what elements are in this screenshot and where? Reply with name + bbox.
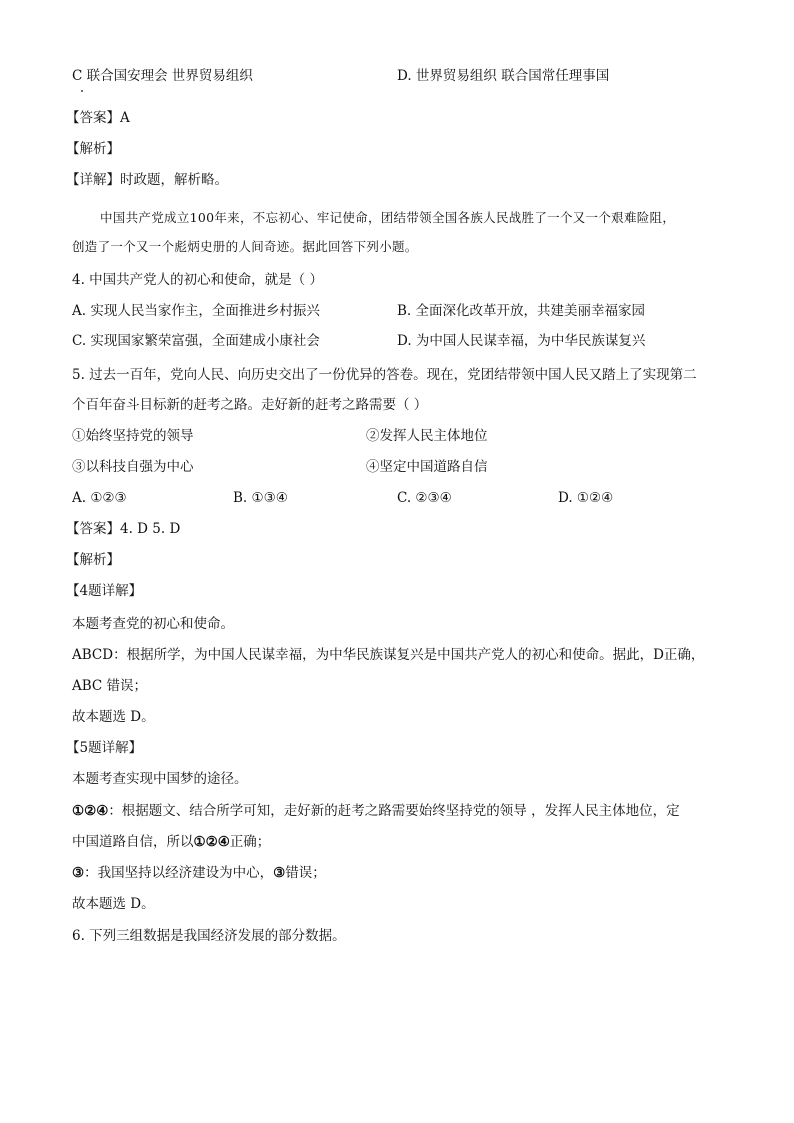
- q5-item-3: ③以科技自强为中心: [72, 459, 194, 475]
- q4-stem: 4. 中国共产党人的初心和使命，就是（ ）: [72, 272, 323, 288]
- q3-detail: 【详解】时政题，解析略。: [66, 172, 228, 188]
- q4-option-c: C. 实现国家繁荣富强，全面建成小康社会: [72, 333, 320, 349]
- q5-stem-line-1: 5. 过去一百年，党向人民、向历史交出了一份优异的答卷。现在，党团结带领中国人民又踏上了实现第二: [72, 367, 697, 383]
- q4-option-a: A. 实现人民当家作主，全面推进乡村振兴: [72, 303, 320, 319]
- q5-option-a: A. ①②③: [72, 490, 127, 506]
- q4-option-d: D. 为中国人民谋幸福，为中华民族谋复兴: [397, 333, 646, 349]
- q5-option-c: C. ②③④: [397, 490, 452, 506]
- q3-answer: 【答案】A: [66, 110, 130, 126]
- q5-detail-2: [72, 802, 680, 820]
- stray-dot: [81, 90, 83, 92]
- q4-option-b: B. 全面深化改革开放，共建美丽幸福家园: [397, 303, 646, 319]
- q5-detail-4: [72, 864, 326, 882]
- q45-answer: 【答案】4. D 5. D: [66, 521, 181, 537]
- q5-detail-3: [72, 833, 270, 851]
- q5-detail-3-post: 正确；: [229, 834, 271, 850]
- q4-detail-label: 【4题详解】: [66, 583, 143, 599]
- q5-detail-label: 【5题详解】: [66, 740, 143, 756]
- q4-detail-4: 故本题选 D。: [72, 709, 155, 725]
- q4-detail-3: ABC 错误；: [72, 678, 148, 694]
- q6-stem: 6. 下列三组数据是我国经济发展的部分数据。: [72, 928, 346, 944]
- q5-item-4: ④坚定中国道路自信: [366, 459, 488, 475]
- q5-option-b: B. ①③④: [233, 490, 288, 506]
- q5-detail-3-bold: ①②④: [193, 834, 230, 850]
- q3-analysis-label: 【解析】: [66, 141, 120, 157]
- q5-detail-1: 本题考查实现中国梦的途径。: [72, 771, 248, 787]
- q3-option-c: C 联合国安理会 世界贸易组织: [72, 68, 253, 84]
- q5-detail-5: 故本题选 D。: [72, 896, 155, 912]
- q5-stem-line-2: 个百年奋斗目标新的赶考之路。走好新的赶考之路需要（ ）: [72, 397, 428, 413]
- q5-item-1: ①始终坚持党的领导: [72, 428, 194, 444]
- q5-detail-4-bold-2: ③: [273, 865, 286, 881]
- q4-detail-1: 本题考查党的初心和使命。: [72, 616, 234, 632]
- q5-detail-4-mid: ：我国坚持以经济建设为中心，: [84, 865, 274, 881]
- q5-detail-4-bold: ③: [72, 865, 85, 881]
- q3-option-d: D. 世界贸易组织 联合国常任理事国: [397, 68, 610, 84]
- q5-detail-4-post: 错误；: [285, 865, 326, 881]
- q5-item-2: ②发挥人民主体地位: [366, 428, 488, 444]
- passage-line-1: 中国共产党成立100年来，不忘初心、牢记使命，团结带领全国各族人民战胜了一个又一个艰难险阻，: [100, 210, 676, 225]
- q4-detail-2: ABCD：根据所学，为中国人民谋幸福，为中华民族谋复兴是中国共产党人的初心和使命。据此，D正确，: [72, 647, 705, 663]
- q45-analysis-label: 【解析】: [66, 552, 120, 568]
- q5-option-d: D. ①②④: [558, 490, 614, 506]
- q5-detail-3-pre: 中国道路自信，所以: [72, 834, 194, 850]
- q5-detail-2-rest: ：根据题文、结合所学可知，走好新的赶考之路需要始终坚持党的领导 ，发挥人民主体地位，定: [108, 803, 680, 819]
- q5-detail-2-bold: ①②④: [72, 803, 109, 819]
- passage-line-2: 创造了一个又一个彪炳史册的人间奇迹。据此回答下列小题。: [72, 239, 418, 254]
